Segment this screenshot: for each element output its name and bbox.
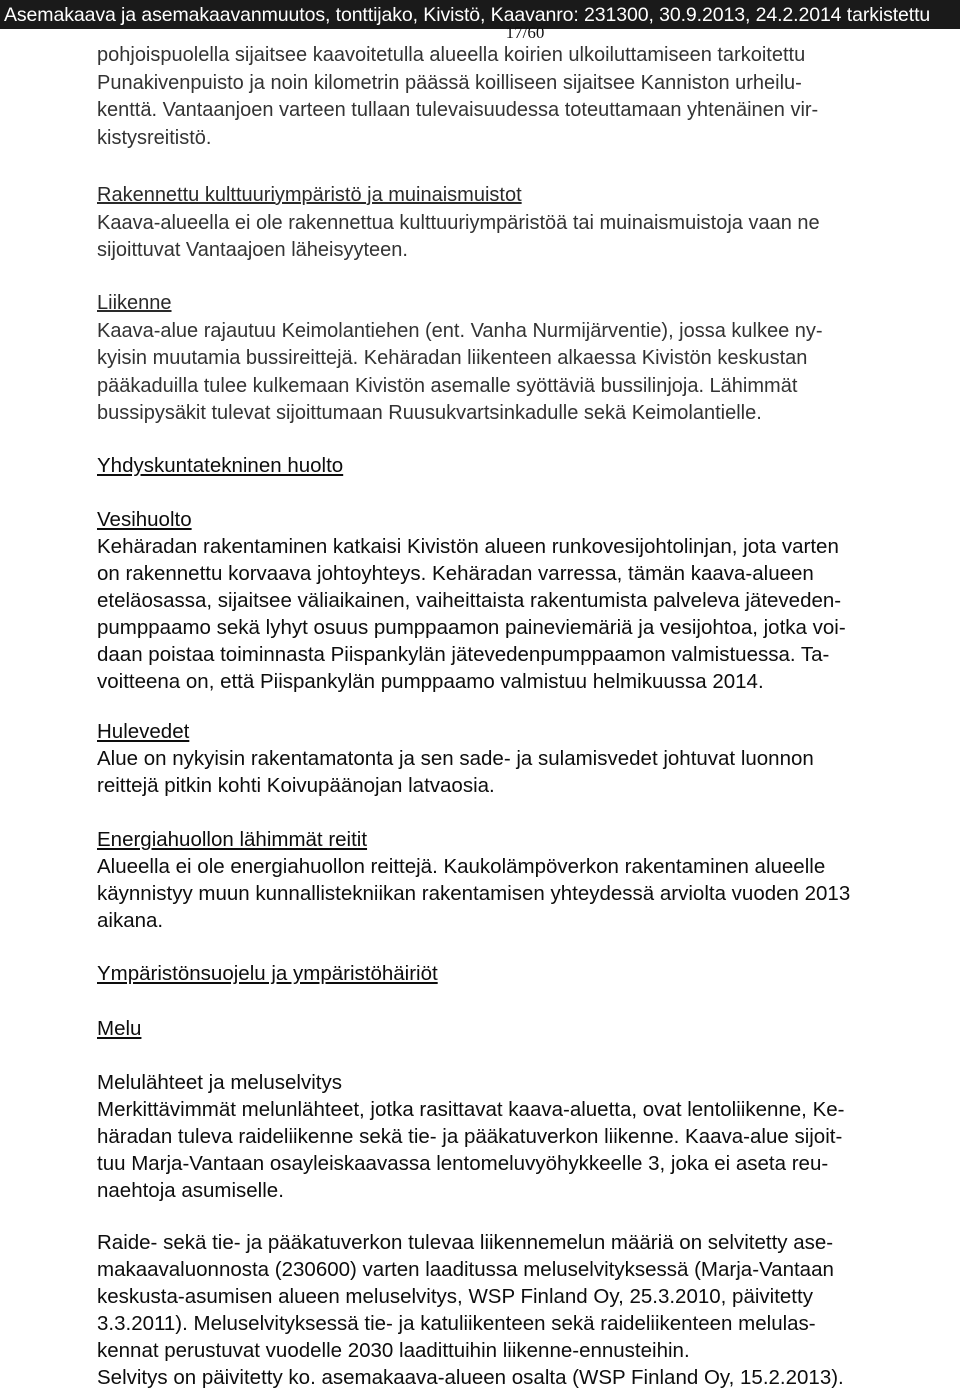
section-heading: Melu bbox=[97, 1017, 142, 1040]
section-heading: Melulähteet ja meluselvitys bbox=[97, 1071, 342, 1094]
text-line: Raide- sekä tie- ja pääkatuverkon tulevaa liikennemelun määriä on selvitetty ase- bbox=[97, 1231, 834, 1254]
text-line: naehtoja asumiselle. bbox=[97, 1179, 284, 1202]
section-stormwater bbox=[97, 718, 947, 799]
text-line: daan poistaa toiminnasta Piispankylän jätevedenpumppaamon valmistuessa. Ta- bbox=[97, 643, 830, 666]
text-line: on rakennettu korvaava johtoyhteys. Kehäradan varressa, tämän kaava-alueen bbox=[97, 562, 814, 585]
section-culture bbox=[97, 182, 947, 265]
section-noise bbox=[97, 1015, 947, 1042]
section-utilities bbox=[97, 452, 947, 479]
text-line: Kehäradan rakentaminen katkaisi Kivistön alueen runkovesijohtolinjan, jota varten bbox=[97, 535, 839, 558]
section-noise-sources bbox=[97, 1069, 947, 1204]
text-line: häradan tuleva raideliikenne sekä tie- ja pääkatuverkon liikenne. Kaava-alue sijoit- bbox=[97, 1125, 843, 1148]
text-line: tuu Marja-Vantaan osayleiskaavassa lentomeluvyöhykkeelle 3, joka ei aseta reu- bbox=[97, 1152, 829, 1175]
text-line: Selvitys on päivitetty ko. asemakaava-alueen osalta (WSP Finland Oy, 15.2.2013). bbox=[97, 1366, 844, 1389]
text-line: makaavaluonnosta (230600) varten laaditussa meluselvityksessä (Marja-Vantaan bbox=[97, 1258, 834, 1281]
section-heading: Yhdyskuntatekninen huolto bbox=[97, 454, 344, 477]
text-line: Merkittävimmät melunlähteet, jotka rasittavat kaava-aluetta, ovat lentoliikenne, Ke- bbox=[97, 1098, 845, 1121]
text-line: Alueella ei ole energiahuollon reittejä. Kaukolämpöverkon rakentaminen alueelle bbox=[97, 855, 826, 878]
section-noise-survey bbox=[97, 1229, 947, 1391]
text-line: pumppaamo sekä lyhyt osuus pumppaamon paineviemäriä ja vesijohtoa, jotka voi- bbox=[97, 616, 846, 639]
text-line: Punakivenpuisto ja noin kilometrin päässä koilliseen sijaitsee Kanniston urheilu- bbox=[97, 71, 802, 94]
section-heading: Rakennettu kulttuuriympäristö ja muinaismuistot bbox=[97, 184, 522, 206]
page-number: 17/60 bbox=[505, 23, 545, 42]
text-line: voitteena on, että Piispankylän pumppaamo valmistuu helmikuussa 2014. bbox=[97, 670, 764, 693]
text-line: kyisin muutamia bussireittejä. Kehäradan liikenteen alkaessa Kivistön keskustan bbox=[97, 347, 808, 369]
document-title: Asemakaava ja asemakaavanmuutos, tonttijako, Kivistö, Kaavanro: 231300, 30.9.2013, 24.2.2014 tarkistettu bbox=[4, 4, 931, 26]
section-water bbox=[97, 506, 947, 695]
text-line: reittejä pitkin kohti Koivupäänojan latvaosia. bbox=[97, 774, 495, 797]
text-line: sijoittuvat Vantaajoen läheisyyteen. bbox=[97, 239, 408, 261]
text-line: Kaava-alue rajautuu Keimolantiehen (ent. Vanha Nurmijärventie), jossa kulkee ny- bbox=[97, 319, 823, 342]
intro-paragraph bbox=[97, 42, 947, 152]
text-line: käynnistyy muun kunnallistekniikan rakentamisen yhteydessä arviolta vuoden 2013 bbox=[97, 882, 851, 905]
text-line: Alue on nykyisin rakentamatonta ja sen sade- ja sulamisvedet johtuvat luonnon bbox=[97, 747, 814, 770]
section-heading: Hulevedet bbox=[97, 720, 190, 743]
text-line: keskusta-asumisen alueen meluselvitys, WSP Finland Oy, 25.3.2010, päivitetty bbox=[97, 1285, 813, 1308]
section-heading: Ympäristönsuojelu ja ympäristöhäiriöt bbox=[97, 962, 438, 985]
section-traffic bbox=[97, 290, 947, 428]
text-line: aikana. bbox=[97, 909, 164, 932]
text-line: kennat perustuvat vuodelle 2030 laadittuihin liikenne-ennusteihin. bbox=[97, 1339, 690, 1362]
text-line: kistysreitistö. bbox=[97, 126, 212, 149]
text-line: Kaava-alueella ei ole rakennettua kulttuuriympäristöä tai muinaismuistoja vaan ne bbox=[97, 211, 820, 234]
text-line: bussipysäkit tulevat sijoittumaan Ruusukvartsinkadulle sekä Keimolantielle. bbox=[97, 402, 762, 424]
section-heading: Liikenne bbox=[97, 292, 172, 314]
section-environment bbox=[97, 960, 947, 987]
section-energy bbox=[97, 826, 947, 934]
section-heading: Vesihuolto bbox=[97, 508, 192, 531]
text-line: kenttä. Vantaanjoen varteen tullaan tulevaisuudessa toteuttamaan yhtenäinen vir- bbox=[97, 99, 819, 121]
text-line: 3.3.2011). Meluselvityksessä tie- ja katuliikenteen sekä raideliikenteen melulas- bbox=[97, 1312, 816, 1335]
section-heading: Energiahuollon lähimmät reitit bbox=[97, 828, 368, 851]
text-line: pohjoispuolella sijaitsee kaavoitetulla alueella koirien ulkoiluttamiseen tarkoitettu bbox=[97, 44, 806, 66]
text-line: eteläosassa, sijaitsee väliaikainen, vaiheittaista rakentumista palveleva jäteveden- bbox=[97, 589, 842, 612]
text-line: pääkaduilla tulee kulkemaan Kivistön asemalle syöttäviä bussilinjoja. Lähimmät bbox=[97, 374, 798, 397]
